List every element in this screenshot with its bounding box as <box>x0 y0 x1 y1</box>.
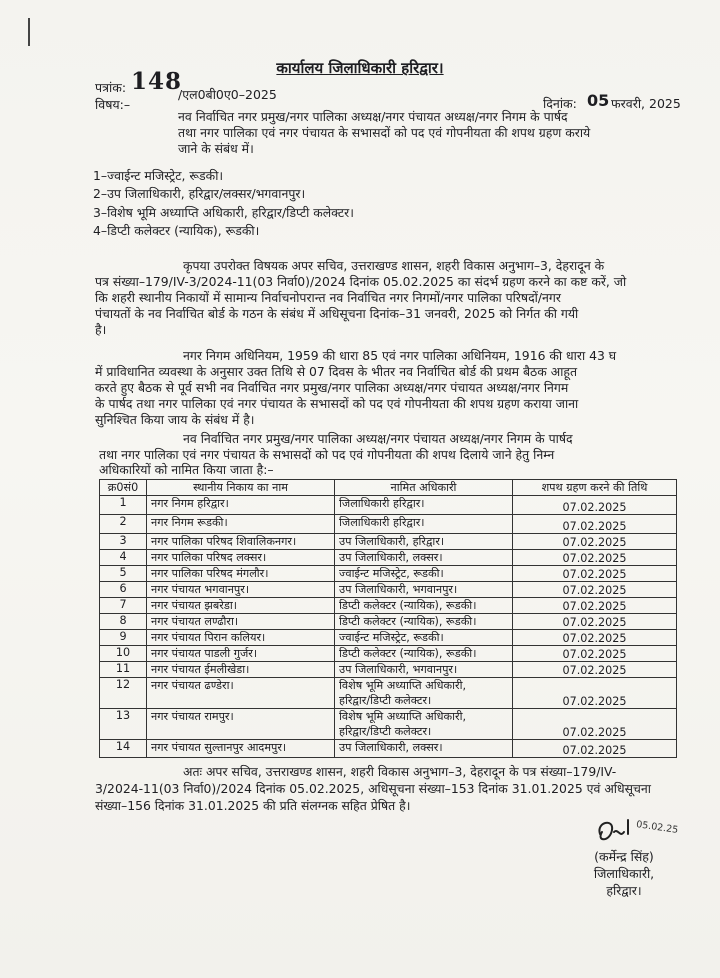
cell-oath-date: 07.02.2025 <box>513 598 677 614</box>
date-day-handwritten: 05 <box>587 91 610 110</box>
signatory-place: हरिद्वार। <box>606 883 642 898</box>
officer-line: उप जिलाधिकारी, लक्सर। <box>339 741 443 754</box>
officer-line: ज्वाईन्ट मजिस्ट्रेट, रूडकी। <box>339 631 444 644</box>
cell-local-body: नगर पंचायत सुल्तानपुर आदमपुर। <box>147 740 335 758</box>
officer-line: उप जिलाधिकारी, भगवानपुर। <box>339 663 458 676</box>
cell-sno: 14 <box>100 740 147 758</box>
cell-sno: 13 <box>100 709 147 740</box>
para2-line-4: के पार्षद तथा नगर पालिका एवं नगर पंचायत के सभासदों को पद एवं गोपनीयता की शपथ ग्रहण कराया जाना <box>95 396 579 411</box>
para3-line-1: नव निर्वाचित नगर प्रमुख/नगर पालिका अध्यक्ष/नगर पंचायत अध्यक्ष/नगर निगम के पार्षद <box>183 431 573 446</box>
cell-officer <box>335 496 513 515</box>
table-row <box>100 709 677 740</box>
nomination-table <box>99 479 677 758</box>
cell-officer <box>335 515 513 534</box>
cell-officer <box>335 709 513 740</box>
signature-block <box>574 848 674 899</box>
cell-officer <box>335 566 513 582</box>
para1-line-2: पत्र संख्या–179/IV-3/2024-11(03 निर्वा0)/2024 दिनांक 05.02.2025 का संदर्भ ग्रहण करने का कष्ट करें, जो <box>95 274 627 289</box>
cell-local-body: नगर पालिका परिषद मंगलौर। <box>147 566 335 582</box>
cell-oath-date: 07.02.2025 <box>513 566 677 582</box>
ref-label: पत्रांक: <box>95 80 127 95</box>
col-header-sno: क्र0सं0 <box>100 480 147 496</box>
date-rest: फरवरी, 2025 <box>611 96 681 111</box>
cell-oath-date: 07.02.2025 <box>513 496 677 515</box>
ref-suffix: /एल0बी0ए0–2025 <box>178 87 277 102</box>
margin-mark <box>28 18 30 46</box>
officer-line: विशेष भूमि अध्याप्ति अधिकारी, <box>339 679 467 692</box>
table-row <box>100 566 677 582</box>
table-header-row <box>100 480 677 496</box>
officer-line: उप जिलाधिकारी, हरिद्वार। <box>339 535 445 548</box>
signatory-name: (कर्मेन्द्र सिंह) <box>594 849 654 864</box>
cell-sno: 4 <box>100 550 147 566</box>
table-row <box>100 550 677 566</box>
table-row <box>100 534 677 550</box>
cell-sno: 3 <box>100 534 147 550</box>
cell-local-body: नगर पंचायत ईमलीखेडा। <box>147 662 335 678</box>
recipient-1: 1–ज्वाईन्ट मजिस्ट्रेट, रूडकी। <box>93 168 224 183</box>
cell-local-body: नगर पंचायत ढण्डेरा। <box>147 678 335 709</box>
officer-line: डिप्टी कलेक्टर (न्यायिक), रूडकी। <box>339 647 477 660</box>
cell-oath-date: 07.02.2025 <box>513 709 677 740</box>
ref-number-handwritten: 148 <box>131 68 183 95</box>
cell-local-body: नगर पंचायत रामपुर। <box>147 709 335 740</box>
cell-oath-date: 07.02.2025 <box>513 534 677 550</box>
date-label: दिनांक: <box>543 96 577 111</box>
officer-line: जिलाधिकारी हरिद्वार। <box>339 497 425 510</box>
col-header-officer: नामित अधिकारी <box>335 480 513 496</box>
para1-line-3: कि शहरी स्थानीय निकायों में सामान्य निर्वाचनोपरान्त नव निर्वाचित नगर निगमों/नगर पालिका परिषदों/नगर <box>95 290 561 305</box>
para2-line-1: नगर निगम अधिनियम, 1959 की धारा 85 एवं नगर पालिका अधिनियम, 1916 की धारा 43 घ <box>183 348 617 363</box>
cell-sno: 12 <box>100 678 147 709</box>
cell-officer <box>335 740 513 758</box>
cell-sno: 9 <box>100 630 147 646</box>
para1-line-1: कृपया उपरोक्त विषयक अपर सचिव, उत्तराखण्ड शासन, शहरी विकास अनुभाग–3, देहरादून के <box>183 258 605 273</box>
officer-line: डिप्टी कलेक्टर (न्यायिक), रूडकी। <box>339 599 477 612</box>
para1-line-5: है। <box>95 322 107 337</box>
office-title: कार्यालय जिलाधिकारी हरिद्वार। <box>276 59 444 77</box>
officer-line: उप जिलाधिकारी, भगवानपुर। <box>339 583 458 596</box>
cell-officer <box>335 550 513 566</box>
subject-line-2: तथा नगर पालिका एवं नगर पंचायत के सभासदों को पद एवं गोपनीयता की शपथ ग्रहण कराये <box>178 125 591 140</box>
table-body <box>100 496 677 758</box>
recipient-2: 2–उप जिलाधिकारी, हरिद्वार/लक्सर/भगवानपुर। <box>93 186 306 201</box>
cell-officer <box>335 662 513 678</box>
signature-date-handwritten: 05.02.25 <box>635 819 679 836</box>
table-row <box>100 646 677 662</box>
cell-local-body: नगर निगम रूडकी। <box>147 515 335 534</box>
cell-oath-date: 07.02.2025 <box>513 550 677 566</box>
cell-oath-date: 07.02.2025 <box>513 740 677 758</box>
officer-line: ज्वाईन्ट मजिस्ट्रेट, रूडकी। <box>339 567 444 580</box>
table-row <box>100 678 677 709</box>
cell-officer <box>335 598 513 614</box>
para3-line-3: अधिकारियों को नामित किया जाता है:– <box>99 462 274 477</box>
closing-line-2: 3/2024-11(03 निर्वा0)/2024 दिनांक 05.02.2025, अधिसूचना संख्या–153 दिनांक 31.01.2025 एवं अधिसूचना <box>95 781 651 796</box>
cell-sno: 8 <box>100 614 147 630</box>
cell-local-body: नगर पंचायत पिरान कलियर। <box>147 630 335 646</box>
officer-line: जिलाधिकारी हरिद्वार। <box>339 516 425 529</box>
cell-local-body: नगर पंचायत लण्ढौरा। <box>147 614 335 630</box>
cell-sno: 5 <box>100 566 147 582</box>
para2-line-5: सुनिश्चित किया जाय के संबंध में है। <box>95 412 255 427</box>
cell-officer <box>335 534 513 550</box>
cell-officer <box>335 582 513 598</box>
cell-officer <box>335 646 513 662</box>
para3-line-2: तथा नगर पालिका एवं नगर पंचायत के सभासदों को पद एवं गोपनीयता की शपथ दिलाये जाने हेतु निम्न <box>99 447 555 462</box>
table-row <box>100 496 677 515</box>
cell-sno: 2 <box>100 515 147 534</box>
officer-line: हरिद्वार/डिप्टी कलेक्टर। <box>339 694 432 707</box>
para2-line-3: करते हुए बैठक से पूर्व सभी नव निर्वाचित नगर प्रमुख/नगर पालिका अध्यक्ष/नगर पंचायत अध्यक्ष/नगर निगम <box>95 380 569 395</box>
table-row <box>100 662 677 678</box>
table-row <box>100 740 677 758</box>
closing-line-3: संख्या–156 दिनांक 31.01.2025 की प्रति संलग्नक सहित प्रेषित है। <box>95 798 411 813</box>
officer-line: विशेष भूमि अध्याप्ति अधिकारी, <box>339 710 467 723</box>
table-row <box>100 598 677 614</box>
col-header-date: शपथ ग्रहण करने की तिथि <box>513 480 677 496</box>
subject-line-3: जाने के संबंध में। <box>178 141 254 156</box>
cell-sno: 7 <box>100 598 147 614</box>
cell-oath-date: 07.02.2025 <box>513 630 677 646</box>
cell-oath-date: 07.02.2025 <box>513 582 677 598</box>
officer-line: डिप्टी कलेक्टर (न्यायिक), रूडकी। <box>339 615 477 628</box>
cell-sno: 10 <box>100 646 147 662</box>
cell-sno: 1 <box>100 496 147 515</box>
cell-oath-date: 07.02.2025 <box>513 678 677 709</box>
cell-oath-date: 07.02.2025 <box>513 515 677 534</box>
closing-line-1: अतः अपर सचिव, उत्तराखण्ड शासन, शहरी विकास अनुभाग–3, देहरादून के पत्र संख्या–179/IV- <box>183 764 617 779</box>
cell-officer <box>335 614 513 630</box>
officer-line: उप जिलाधिकारी, लक्सर। <box>339 551 443 564</box>
cell-oath-date: 07.02.2025 <box>513 646 677 662</box>
cell-oath-date: 07.02.2025 <box>513 662 677 678</box>
table-row <box>100 582 677 598</box>
cell-local-body: नगर पालिका परिषद लक्सर। <box>147 550 335 566</box>
table-row <box>100 630 677 646</box>
subject-label: विषय:– <box>95 97 131 112</box>
cell-sno: 6 <box>100 582 147 598</box>
recipient-4: 4–डिप्टी कलेक्टर (न्यायिक), रूडकी। <box>93 223 260 238</box>
table-row <box>100 614 677 630</box>
subject-line-1: नव निर्वाचित नगर प्रमुख/नगर पालिका अध्यक्ष/नगर पंचायत अध्यक्ष/नगर निगम के पार्षद <box>178 109 568 124</box>
cell-local-body: नगर पंचायत भगवानपुर। <box>147 582 335 598</box>
cell-officer <box>335 630 513 646</box>
cell-local-body: नगर पंचायत पाडली गुर्जर। <box>147 646 335 662</box>
cell-local-body: नगर पंचायत झबरेडा। <box>147 598 335 614</box>
cell-sno: 11 <box>100 662 147 678</box>
officer-line: हरिद्वार/डिप्टी कलेक्टर। <box>339 725 432 738</box>
cell-local-body: नगर पालिका परिषद शिवालिकनगर। <box>147 534 335 550</box>
cell-local-body: नगर निगम हरिद्वार। <box>147 496 335 515</box>
table-row <box>100 515 677 534</box>
recipient-3: 3–विशेष भूमि अध्याप्ति अधिकारी, हरिद्वार/डिप्टी कलेक्टर। <box>93 205 354 220</box>
col-header-body: स्थानीय निकाय का नाम <box>147 480 335 496</box>
cell-oath-date: 07.02.2025 <box>513 614 677 630</box>
signatory-designation: जिलाधिकारी, <box>593 866 655 881</box>
cell-officer <box>335 678 513 709</box>
para1-line-4: पंचायतों के नव निर्वाचित बोर्ड के गठन के संबंध में अधिसूचना दिनांक–31 जनवरी, 2025 को निर्गत की गयी <box>95 306 579 321</box>
para2-line-2: में प्राविधानित व्यवस्था के अनुसार उक्त तिथि से 07 दिवस के भीतर नव निर्वाचित बोर्ड की प्रथम बैठक आहूत <box>95 364 578 379</box>
